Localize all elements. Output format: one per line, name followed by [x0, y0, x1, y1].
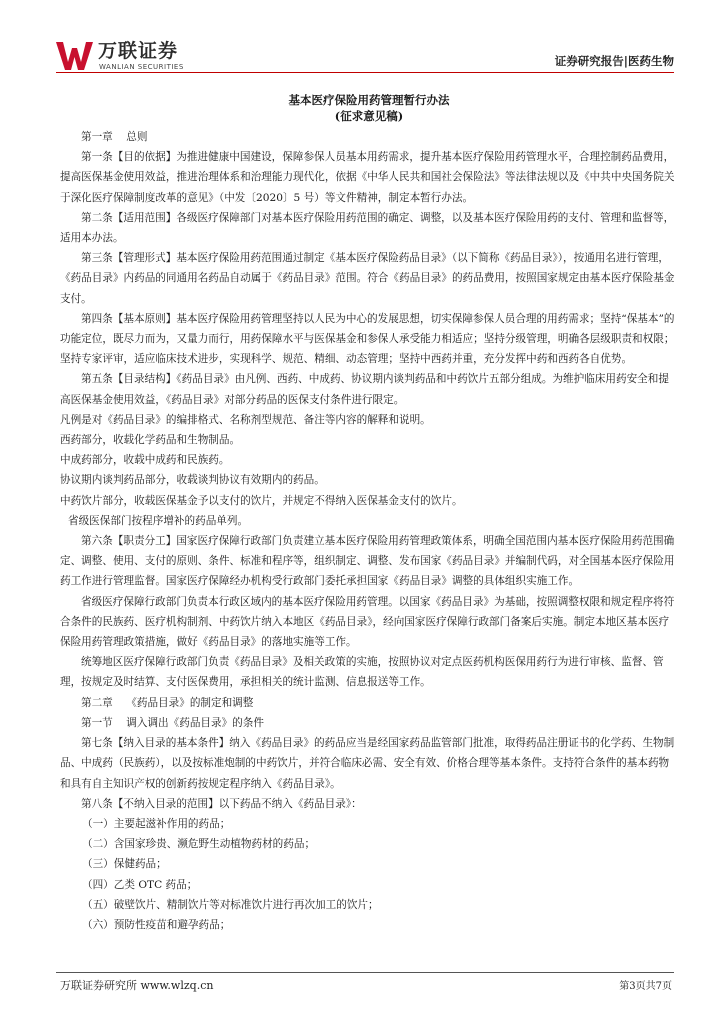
paragraph: 统筹地区医疗保障行政部门负责《药品目录》及相关政策的实施，按照协议对定点医药机构医保用药行为进行审核、监督、管理，按规定及时结算、支付医保费用，承担相关的统计监测、信息报送等工作。	[60, 656, 664, 689]
page-header	[0, 0, 724, 80]
document-body	[60, 92, 678, 935]
report-category: 证券研究报告|医药生物	[554, 54, 674, 68]
paragraph: （二）含国家珍贵、濒危野生动植物药材的药品；	[82, 838, 316, 851]
logo-chinese-name: 万联证券	[98, 40, 179, 62]
company-logo	[56, 40, 256, 74]
paragraph: 第四条【基本原则】基本医疗保险用药管理坚持以人民为中心的发展思想，切实保障参保人员合理的用药需求；坚持“保基本”的功能定位，既尽力而为，又量力而行，用药保障水平与医保基金和参保人承受能力相适应；坚持分级管理，明确各层级职责和权限；坚持专家评审，适应临床技术进步，实现科学、规范、精细、动态管理；坚持中西药并重，充分发挥中药和西药各自优势。	[60, 312, 675, 366]
paragraph: 协议期内谈判药品部分，收载谈判协议有效期内的药品。	[60, 474, 325, 487]
paragraph: （三）保健药品；	[82, 858, 167, 871]
logo-english-name: WANLIAN SECURITIES	[99, 63, 184, 71]
paragraph: 省级医保部门按程序增补的药品单列。	[68, 514, 249, 527]
paragraph: 第五条【目录结构】《药品目录》由凡例、西药、中成药、协议期内谈判药品和中药饮片五部分组成。为维护临床用药安全和提高医保基金使用效益，《药品目录》对部分药品的医保支付条件进行限定。	[60, 373, 669, 406]
paragraph: 第七条【纳入目录的基本条件】纳入《药品目录》的药品应当是经国家药品监管部门批准，取得药品注册证书的化学药、生物制品、中成药（民族药），以及按标准炮制的中药饮片，并符合临床必需、安全有效、价格合理等基本条件。支持符合条件的基本药物和具有自主知识产权的创新药按规定程序纳入《药品目录》。	[60, 737, 675, 790]
paragraph: 第三条【管理形式】基本医疗保险用药范围通过制定《基本医疗保险药品目录》（以下简称《药品目录》），按通用名进行管理，《药品目录》内药品的同通用名药品自动属于《药品目录》范围。符合《药品目录》的药品费用，按照国家规定由基本医疗保险基金支付。	[60, 252, 675, 305]
paragraph-list	[60, 127, 678, 935]
paragraph: 凡例是对《药品目录》的编排格式、名称剂型规范、备注等内容的解释和说明。	[60, 413, 431, 426]
paragraph: 省级医疗保障行政部门负责本行政区域内的基本医疗保险用药管理。以国家《药品目录》为基础，按照调整权限和规定程序将符合条件的民族药、医疗机构制剂、中药饮片纳入本地区《药品目录》，经向国家医疗保障行政部门备案后实施。制定本地区基本医疗保险用药管理政策措施，做好《药品目录》的落地实施等工作。	[60, 595, 675, 649]
paragraph: 第一节 调入调出《药品目录》的条件	[81, 716, 264, 729]
page-number: 第3页共7页	[619, 981, 672, 992]
document-title: 基本医疗保险用药管理暂行办法	[288, 93, 450, 107]
paragraph: 第八条【不纳入目录的范围】以下药品不纳入《药品目录》：	[81, 797, 362, 810]
footer-divider	[56, 972, 674, 973]
paragraph: （一）主要起滋补作用的药品；	[82, 817, 231, 830]
document-subtitle: (征求意见稿)	[334, 109, 404, 123]
wanlian-logo-icon	[56, 40, 96, 72]
paragraph: 第一章 总则	[81, 131, 148, 143]
paragraph: 中药饮片部分，收载医保基金予以支付的饮片，并规定不得纳入医保基金支付的饮片。	[60, 494, 463, 507]
header-divider	[56, 72, 674, 73]
paragraph: （五）破壁饮片、精制饮片等对标准饮片进行再次加工的饮片；	[82, 898, 379, 911]
paragraph: （四）乙类 OTC 药品；	[82, 878, 198, 891]
paragraph: 第二章 《药品目录》的制定和调整	[81, 696, 254, 709]
footer-source: 万联证券研究所 www.wlzq.cn	[60, 979, 214, 992]
paragraph: 西药部分，收载化学药品和生物制品。	[60, 434, 241, 447]
paragraph: （六）预防性疫苗和避孕药品；	[82, 918, 231, 931]
paragraph: 第一条【目的依据】为推进健康中国建设，保障参保人员基本用药需求，提升基本医疗保险用药管理水平，合理控制药品费用，提高医保基金使用效益，推进治理体系和治理能力现代化，依据《中华人民共和国社会保险法》等法律法规以及《中共中央国务院关于深化医疗保障制度改革的意见》（中发〔2020〕5 号）等文件精神，制定本暂行办法。	[60, 151, 675, 204]
paragraph: 第二条【适用范围】各级医疗保障部门对基本医疗保险用药范围的确定、调整，以及基本医疗保险用药的支付、管理和监督等，适用本办法。	[60, 211, 675, 245]
paragraph: 中成药部分，收载中成药和民族药。	[60, 454, 230, 467]
paragraph: 第六条【职责分工】国家医疗保障行政部门负责建立基本医疗保险用药管理政策体系，明确全国范围内基本医疗保险用药范围确定、调整、使用、支付的原则、条件、标准和程序等，组织制定、调整、发布国家《药品目录》并编制代码，对全国基本医疗保险用药工作进行管理监督。国家医疗保障经办机构受行政部门委托承担国家《药品目录》调整的具体组织实施工作。	[60, 535, 675, 588]
